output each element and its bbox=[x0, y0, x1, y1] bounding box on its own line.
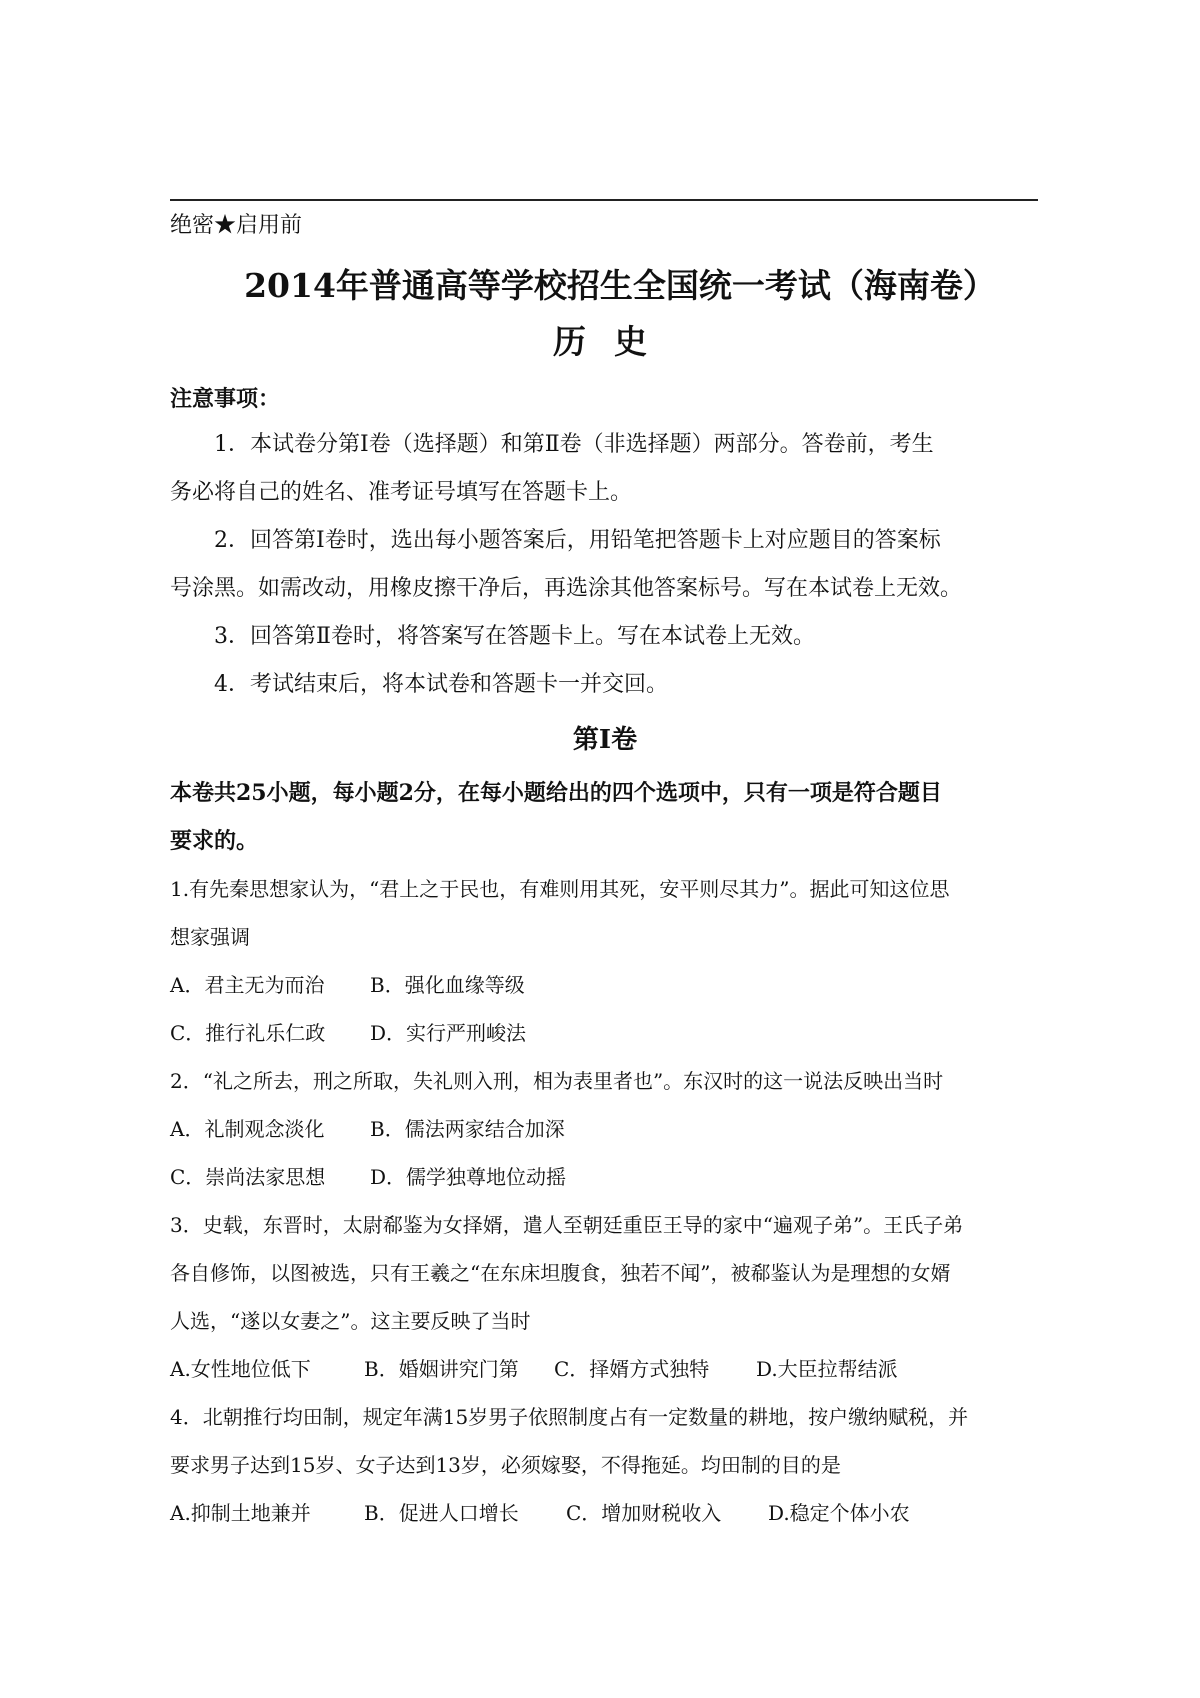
notice-heading: 注意事项： bbox=[170, 386, 281, 412]
question-1-stem-line-2: 想家强调 bbox=[170, 925, 250, 949]
question-4-stem-line-1: 4．北朝推行均田制，规定年满15岁男子依照制度占有一定数量的耕地，按户缴纳赋税，并 bbox=[170, 1405, 969, 1429]
section-title: 第Ⅰ卷 bbox=[572, 725, 638, 755]
option-b: B．促进人口增长 bbox=[364, 1501, 519, 1525]
option-b: B．婚姻讲究门第 bbox=[364, 1357, 519, 1381]
option-a: A．君主无为而治 bbox=[170, 973, 325, 997]
question-3-stem-line-3: 人选，“遂以女妻之”。这主要反映了当时 bbox=[170, 1309, 531, 1333]
notice-item-1-line-2: 务必将自己的姓名、准考证号填写在答题卡上。 bbox=[170, 480, 633, 505]
notice-item-3: 3．回答第Ⅱ卷时，将答案写在答题卡上。写在本试卷上无效。 bbox=[214, 624, 815, 649]
question-1-options-row-1 bbox=[170, 970, 525, 1000]
question-4-stem-line-2: 要求男子达到15岁、女子达到13岁，必须嫁娶，不得拖延。均田制的目的是 bbox=[170, 1453, 841, 1477]
option-a: A.女性地位低下 bbox=[170, 1357, 311, 1381]
header-rule bbox=[170, 199, 1038, 201]
question-1-stem-line-1: 1.有先秦思想家认为，“君上之于民也，有难则用其死，安平则尽其力”。据此可知这位思 bbox=[170, 877, 950, 901]
option-c: C．增加财税收入 bbox=[566, 1501, 722, 1525]
question-3-stem-line-1: 3．史载，东晋时，太尉郗鉴为女择婿，遣人至朝廷重臣王导的家中“遍观子弟”。王氏子弟 bbox=[170, 1213, 964, 1237]
option-c: C．崇尚法家思想 bbox=[170, 1165, 326, 1189]
question-2-stem-line-1: 2．“礼之所去，刑之所取，失礼则入刑，相为表里者也”。东汉时的这一说法反映出当时 bbox=[170, 1069, 944, 1093]
subject-title: 历史 bbox=[553, 322, 675, 361]
option-a: A.抑制土地兼并 bbox=[170, 1501, 311, 1525]
question-2-options-row-2 bbox=[170, 1162, 566, 1192]
instructions-line-2: 要求的。 bbox=[170, 828, 259, 854]
question-4-options-row-1 bbox=[170, 1498, 910, 1528]
secret-label: 绝密★启用前 bbox=[170, 213, 303, 238]
exam-title: 2014年普通高等学校招生全国统一考试（海南卷） bbox=[244, 266, 996, 305]
option-d: D．实行严刑峻法 bbox=[370, 1021, 527, 1045]
question-1-options-row-2 bbox=[170, 1018, 526, 1048]
option-b: B．儒法两家结合加深 bbox=[370, 1117, 565, 1141]
notice-item-2-line-1: 2．回答第Ⅰ卷时，选出每小题答案后，用铅笔把答题卡上对应题目的答案标 bbox=[214, 528, 941, 553]
question-3-options-row-1 bbox=[170, 1354, 898, 1384]
option-d: D．儒学独尊地位动摇 bbox=[370, 1165, 567, 1189]
option-c: C．推行礼乐仁政 bbox=[170, 1021, 326, 1045]
option-d: D.稳定个体小农 bbox=[768, 1501, 910, 1525]
question-2-options-row-1 bbox=[170, 1114, 565, 1144]
question-3-stem-line-2: 各自修饰，以图被选，只有王羲之“在东床坦腹食，独若不闻”，被郗鉴认为是理想的女婿 bbox=[170, 1261, 951, 1285]
instructions-line-1: 本卷共25小题，每小题2分，在每小题给出的四个选项中，只有一项是符合题目 bbox=[170, 780, 942, 806]
option-c: C．择婿方式独特 bbox=[554, 1357, 710, 1381]
notice-item-4: 4．考试结束后，将本试卷和答题卡一并交回。 bbox=[214, 672, 668, 697]
notice-item-1-line-1: 1．本试卷分第Ⅰ卷（选择题）和第Ⅱ卷（非选择题）两部分。答卷前，考生 bbox=[214, 432, 934, 457]
option-a: A．礼制观念淡化 bbox=[170, 1117, 325, 1141]
notice-item-2-line-2: 号涂黑。如需改动，用橡皮擦干净后，再选涂其他答案标号。写在本试卷上无效。 bbox=[170, 576, 963, 601]
option-b: B．强化血缘等级 bbox=[370, 973, 525, 997]
option-d: D.大臣拉帮结派 bbox=[756, 1357, 898, 1381]
